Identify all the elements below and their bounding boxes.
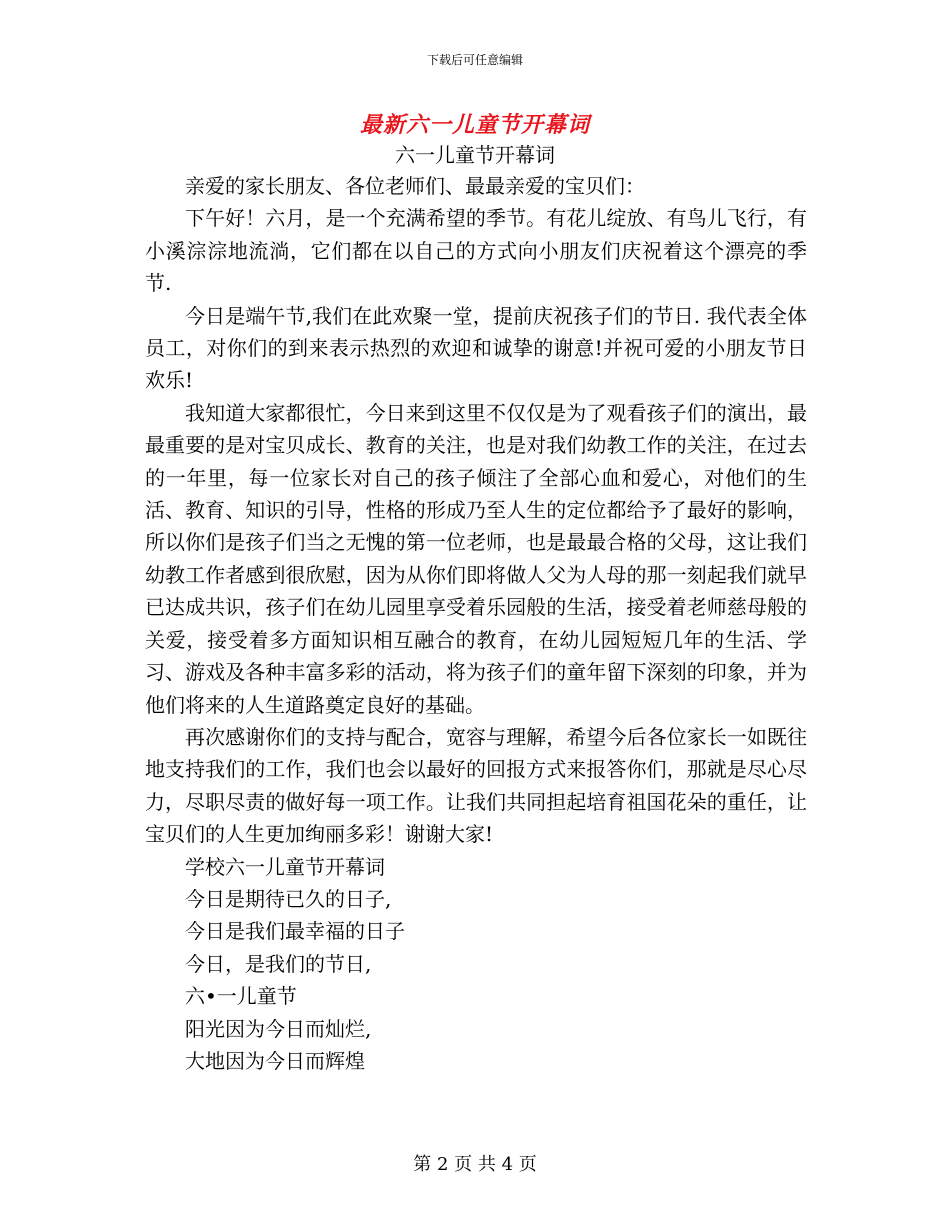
paragraph: 下午好！六月，是一个充满希望的季节。有花儿绽放、有鸟儿飞行，有小溪淙淙地流淌，它们都在以自己的方式向小朋友们庆祝着这个漂亮的季节.	[145, 206, 807, 296]
paragraph: 再次感谢你们的支持与配合，宽容与理解，希望今后各位家长一如既往地支持我们的工作，我们也会以最好的回报方式来报答你们，那就是尽心尽力，尽职尽责的做好每一项工作。让我们共同担起培育祖国花朵的重任，让宝贝们的人生更加绚丽多彩！谢谢大家!	[145, 724, 807, 847]
poem-line: 六•一儿童节	[185, 984, 297, 1009]
paragraph: 我知道大家都很忙，今日来到这里不仅仅是为了观看孩子们的演出，最最重要的是对宝贝成长、教育的关注，也是对我们幼教工作的关注，在过去的一年里，每一位家长对自己的孩子倾注了全部心血和爱心，对他们的生活、教育、知识的引导，性格的形成乃至人生的定位都给予了最好的影响，所以你们是孩子们当之无愧的第一位老师，也是最最合格的父母，这让我们幼教工作者感到很欣慰，因为从你们即将做人父为人母的那一刻起我们就早已达成共识，孩子们在幼儿园里享受着乐园般的生活，接受着老师慈母般的关爱，接受着多方面知识相互融合的教育，在幼儿园短短几年的生活、学习、游戏及各种丰富多彩的活动，将为孩子们的童年留下深刻的印象，并为他们将来的人生道路奠定良好的基础。	[145, 400, 807, 717]
poem-line: 今日是期待已久的日子,	[185, 886, 392, 911]
page-number: 第 2 页 共 4 页	[413, 1154, 537, 1175]
poem-line: 大地因为今日而辉煌	[185, 1048, 365, 1073]
paragraph: 今日是端午节,我们在此欢聚一堂，提前庆祝孩子们的节日. 我代表全体员工，对你们的到来表示热烈的欢迎和诚挚的谢意!并祝可爱的小朋友节日欢乐!	[145, 303, 807, 393]
document-body	[145, 170, 807, 1077]
poem-line: 今日是我们最幸福的日子	[185, 919, 405, 944]
paragraph-greeting: 亲爱的家长朋友、各位老师们、最最亲爱的宝贝们：	[185, 174, 645, 198]
poem-line: 今日，是我们的节日,	[185, 951, 372, 976]
document-title: 最新六一儿童节开幕词	[359, 113, 590, 138]
section-heading: 学校六一儿童节开幕词	[185, 854, 385, 879]
page-header-note: 下载后可任意编辑	[426, 53, 523, 67]
poem-line: 阳光因为今日而灿烂,	[185, 1016, 372, 1041]
document-subtitle: 六一儿童节开幕词	[395, 143, 555, 167]
